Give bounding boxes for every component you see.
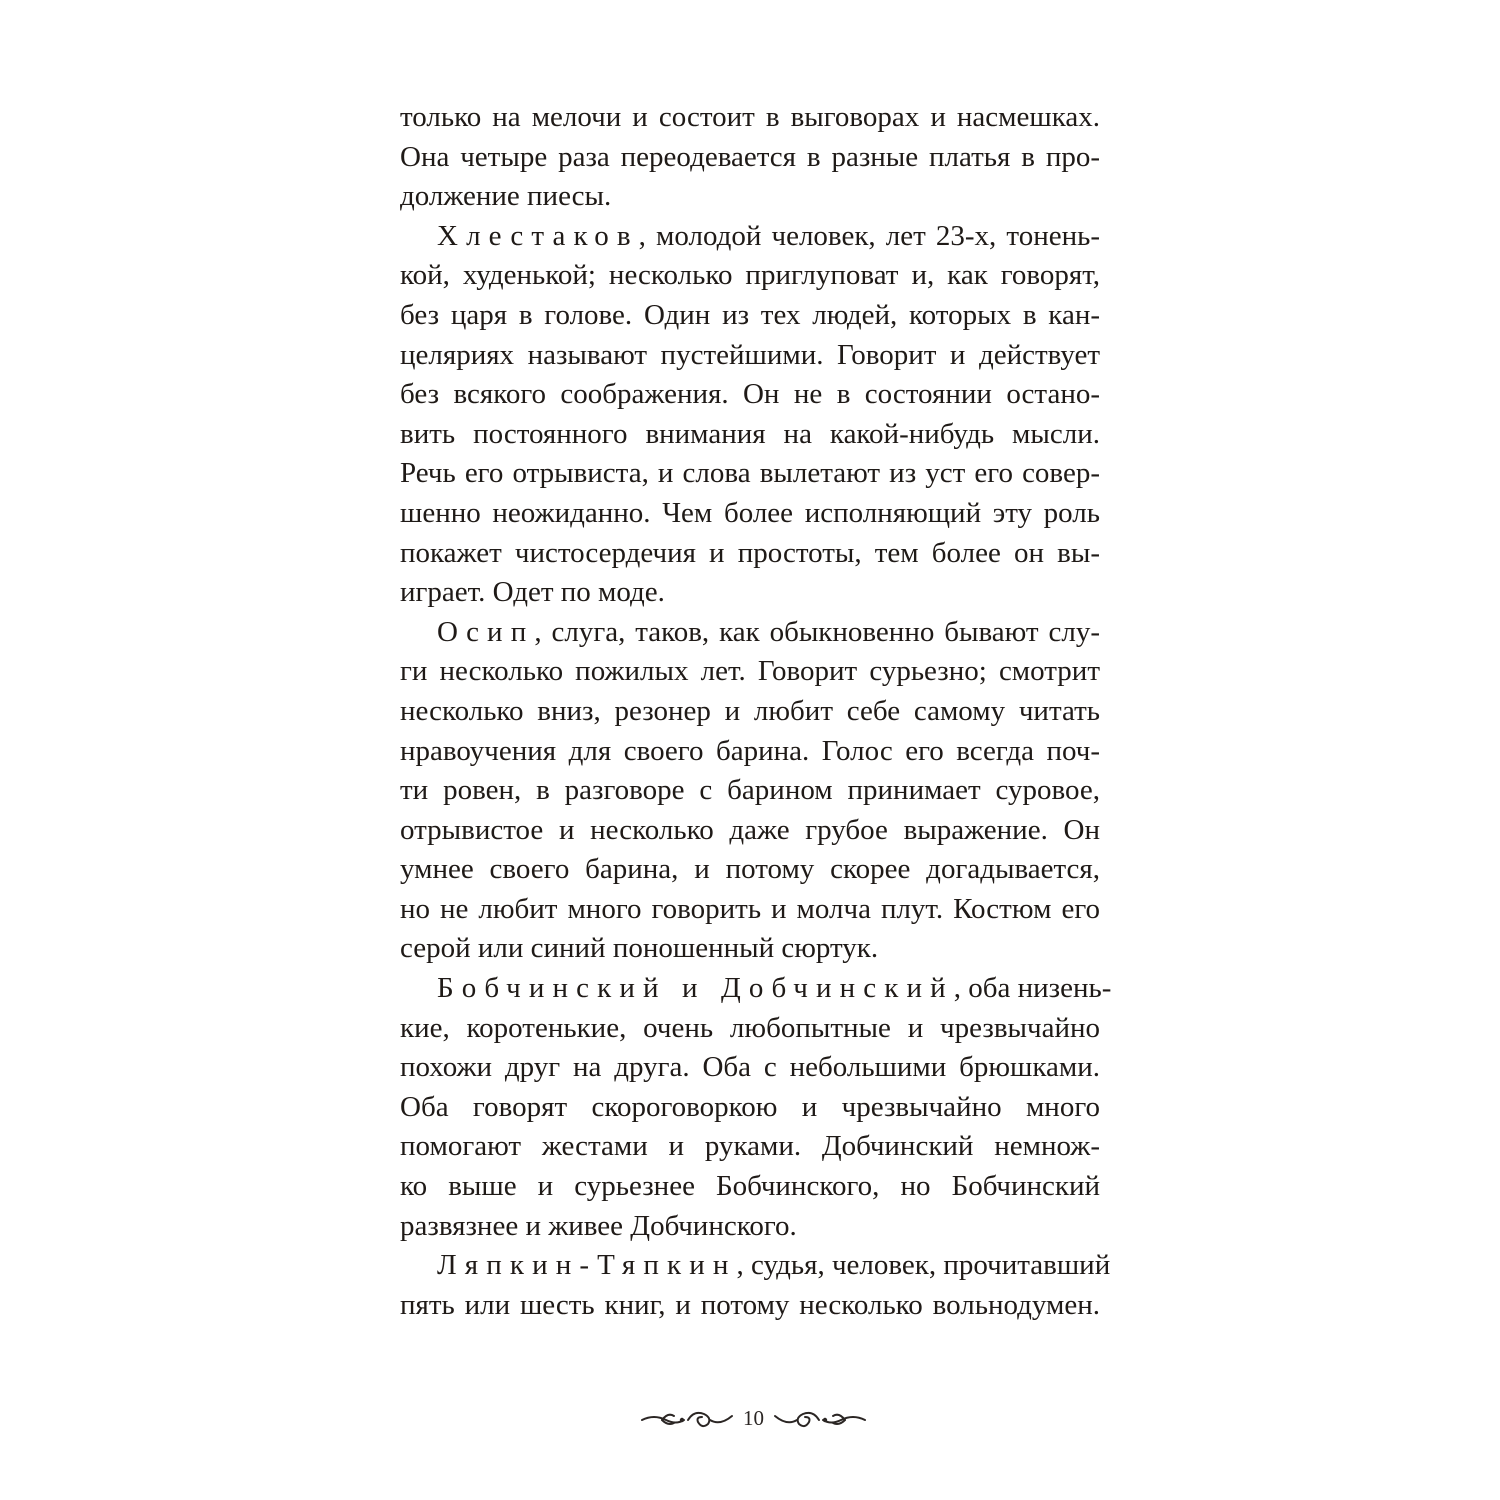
text-line: ги несколько пожилых лет. Говорит сурьезно; смотрит: [400, 655, 1100, 688]
text-line: целяриях называют пустейшими. Говорит и действует: [400, 338, 1100, 371]
text-line: Речь его отрывиста, и слова вылетают из уст его совер-: [400, 457, 1100, 490]
character-name-osip: Осип: [437, 615, 535, 648]
text-line: похожи друг на друга. Оба с небольшими брюшками.: [400, 1051, 1100, 1084]
flourish-left-icon: [640, 1402, 735, 1434]
text-line: покажет чистосердечия и простоты, тем более он вы-: [400, 536, 1100, 569]
text-line: вить постоянного внимания на какой-нибудь мысли.: [400, 417, 1100, 450]
text-line: кой, худенькой; несколько приглуповат и, как говорят,: [400, 259, 1100, 292]
text-line: Она четыре раза переодевается в разные платья в про-: [400, 140, 1100, 173]
text-line: [400, 969, 1112, 1009]
text-line: но не любит много говорить и молча плут. Костюм его: [400, 892, 1100, 925]
text-line: ти ровен, в разговоре с барином принимает суровое,: [400, 774, 1100, 807]
line-rest: , молодой человек, лет 23-х, тонень-: [638, 219, 1100, 252]
text-line: без царя в голове. Один из тех людей, которых в кан-: [400, 298, 1100, 331]
line-rest: , судья, человек, прочитавший: [736, 1249, 1111, 1282]
text-line: серой или синий поношенный сюртук.: [400, 932, 879, 965]
character-name-bobchinsky-dobchinsky: Бобчинский и Добчинский: [437, 972, 954, 1005]
text-line: без всякого соображения. Он не в состоянии остано-: [400, 378, 1100, 411]
text-line: играет. Одет по моде.: [400, 576, 665, 609]
text-line: Оба говорят скороговоркою и чрезвычайно много: [400, 1090, 1100, 1123]
text-line: шенно неожиданно. Чем более исполняющий эту роль: [400, 496, 1100, 529]
flourish-right-icon: [772, 1402, 867, 1434]
text-line: умнее своего барина, и потому скорее догадывается,: [400, 853, 1100, 886]
page-footer: [640, 1398, 860, 1438]
text-line: [400, 1246, 1111, 1286]
text-line: только на мелочи и состоит в выговорах и насмешках.: [400, 101, 1100, 133]
text-line: помогают жестами и руками. Добчинский немнож-: [400, 1130, 1100, 1163]
text-line: ко выше и сурьезнее Бобчинского, но Бобчинский: [400, 1170, 1100, 1203]
text-line: [400, 613, 1100, 653]
text-line: [400, 217, 1100, 257]
line-rest: , оба низень-: [953, 972, 1112, 1005]
text-line: несколько вниз, резонер и любит себе самому читать: [400, 694, 1100, 727]
text-line: пять или шесть книг, и потому несколько вольнодумен.: [400, 1288, 1100, 1321]
text-line: должение пиесы.: [400, 180, 612, 213]
character-name-hlestakov: Хлестаков: [437, 219, 639, 252]
text-line: нравоучения для своего барина. Голос его всегда поч-: [400, 734, 1100, 767]
character-name-lyapkin-tyapkin: Ляпкин-Тяпкин: [437, 1249, 737, 1282]
page-number: 10: [743, 1406, 764, 1430]
body-text: [400, 98, 1112, 1325]
line-rest: , слуга, таков, как обыкновенно бывают слу-: [534, 615, 1100, 648]
text-line: развязнее и живее Добчинского.: [400, 1209, 797, 1242]
text-line: кие, коротенькие, очень любопытные и чрезвычайно: [400, 1011, 1100, 1044]
text-line: отрывистое и несколько даже грубое выражение. Он: [400, 813, 1100, 846]
